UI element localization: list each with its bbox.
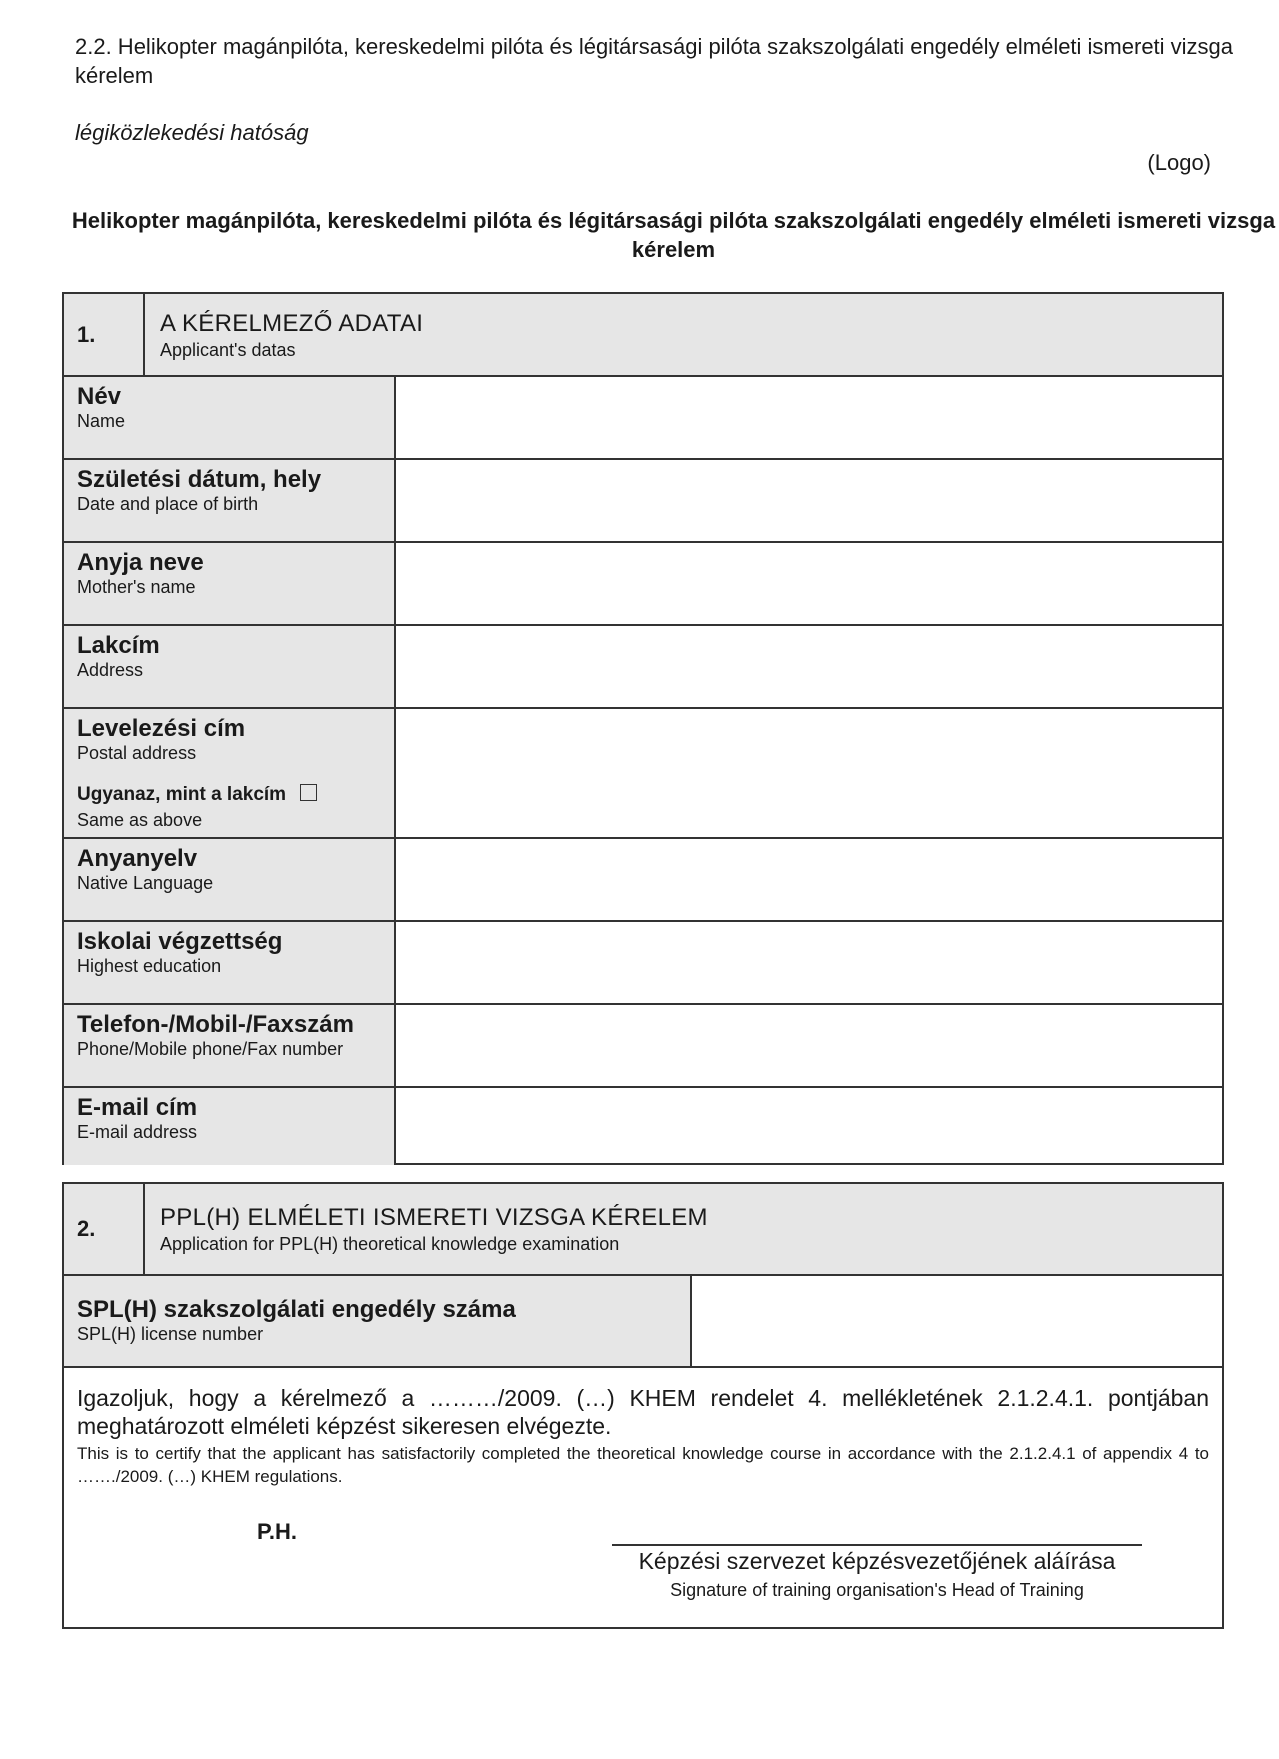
phone-row <box>64 1005 1222 1088</box>
email-label <box>64 1088 396 1165</box>
field-label-en: Mother's name <box>77 577 196 597</box>
certification-block <box>77 1384 1209 1488</box>
address-row <box>64 626 1222 709</box>
field-label-hu: Születési dátum, hely <box>77 466 322 493</box>
field-label-en: SPL(H) license number <box>77 1324 264 1344</box>
field-label-en: Postal address <box>77 743 197 763</box>
address-label <box>64 626 396 707</box>
name-field[interactable] <box>396 377 1222 458</box>
native-language-label <box>64 839 396 920</box>
name-label <box>64 377 396 458</box>
certification-text-en: This is to certify that the applicant has satisfactorily completed the theoretical knowledge course in accordance with the 2.1.2.4.1 of appendix 4 to ……./2009. (…) KHEM regulations. <box>77 1444 1209 1486</box>
field-label-en: Highest education <box>77 956 222 976</box>
section-title: PPL(H) ELMÉLETI ISMERETI VIZSGA KÉRELEM <box>160 1204 708 1231</box>
applicant-data-section <box>62 292 1224 1165</box>
field-label-hu: Anyja neve <box>77 549 204 576</box>
signature-caption-en: Signature of training organisation's Head of Training <box>670 1580 1084 1600</box>
field-label-hu: Anyanyelv <box>77 845 198 872</box>
address-field[interactable] <box>396 626 1222 707</box>
field-label-en: Native Language <box>77 873 214 893</box>
signature-line[interactable] <box>612 1544 1142 1546</box>
phone-field[interactable] <box>396 1005 1222 1086</box>
phone-label <box>64 1005 396 1086</box>
field-label-hu: E-mail cím <box>77 1094 198 1121</box>
birth-field[interactable] <box>396 460 1222 541</box>
section-1-header <box>64 294 1222 377</box>
field-label-hu: Iskolai végzettség <box>77 928 283 955</box>
certification-text-hu: Igazoljuk, hogy a kérelmező a ………/2009. (…) KHEM rendelet 4. mellékletének 2.1.2.4.1. pontjában meghatározott elméleti képzést sikeresen elvégezte. <box>77 1385 1209 1439</box>
license-number-label <box>64 1276 692 1366</box>
license-number-field[interactable] <box>692 1276 1222 1366</box>
logo-placeholder: (Logo) <box>1147 150 1211 175</box>
birth-label <box>64 460 396 541</box>
name-row <box>64 377 1222 460</box>
field-label-en: Date and place of birth <box>77 494 259 514</box>
license-number-row <box>64 1276 1222 1368</box>
postal-address-label <box>64 709 396 837</box>
postal-address-field[interactable] <box>396 709 1222 837</box>
mother-name-row <box>64 543 1222 626</box>
field-label-hu: SPL(H) szakszolgálati engedély száma <box>77 1296 516 1323</box>
postal-address-row <box>64 709 1222 839</box>
exam-application-section <box>62 1182 1224 1629</box>
field-label-en: Name <box>77 411 126 431</box>
signature-caption-hu: Képzési szervezet képzésvezetőjének aláírása <box>638 1548 1116 1574</box>
same-as-label-en: Same as above <box>77 810 203 830</box>
native-language-row <box>64 839 1222 922</box>
authority-name: légiközlekedési hatóság <box>75 120 309 145</box>
education-label <box>64 922 396 1003</box>
form-number-heading: 2.2. Helikopter magánpilóta, kereskedelmi pilóta és légitársasági pilóta szakszolgálati engedély elméleti ismereti vizsga kérelem <box>75 34 1234 88</box>
field-label-en: Address <box>77 660 144 680</box>
document-title: Helikopter magánpilóta, kereskedelmi pilóta és légitársasági pilóta szakszolgálati engedély elméleti ismereti vizsga kérelem <box>71 208 1276 262</box>
section-2-header <box>64 1184 1222 1276</box>
field-label-en: Phone/Mobile phone/Fax number <box>77 1039 344 1059</box>
stamp-placeholder: P.H. <box>257 1519 297 1544</box>
email-row <box>64 1088 1222 1165</box>
section-title: A KÉRELMEZŐ ADATAI <box>160 310 424 337</box>
same-as-text: Ugyanaz, mint a lakcím <box>77 784 287 805</box>
education-row <box>64 922 1222 1005</box>
field-label-hu: Név <box>77 383 122 410</box>
mother-name-label <box>64 543 396 624</box>
same-as-label <box>77 784 394 806</box>
education-field[interactable] <box>396 922 1222 1003</box>
field-label-hu: Lakcím <box>77 632 160 659</box>
section-subtitle: Application for PPL(H) theoretical knowledge examination <box>160 1234 620 1254</box>
email-field[interactable] <box>396 1088 1222 1165</box>
field-label-hu: Telefon-/Mobil-/Faxszám <box>77 1011 354 1038</box>
section-subtitle: Applicant's datas <box>160 340 296 360</box>
field-label-hu: Levelezési cím <box>77 715 246 742</box>
section-number: 2. <box>64 1184 145 1274</box>
section-number: 1. <box>64 294 145 375</box>
field-label-en: E-mail address <box>77 1122 198 1142</box>
same-as-checkbox[interactable] <box>300 784 317 801</box>
native-language-field[interactable] <box>396 839 1222 920</box>
mother-name-field[interactable] <box>396 543 1222 624</box>
birth-row <box>64 460 1222 543</box>
